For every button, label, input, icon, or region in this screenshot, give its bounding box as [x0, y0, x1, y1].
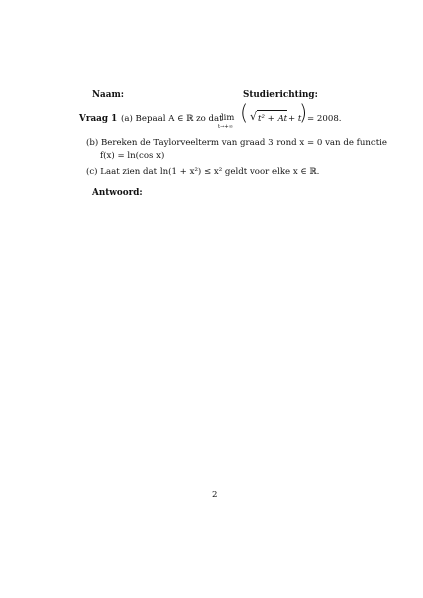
question-label: Vraag 1 — [79, 114, 118, 124]
open-paren: ( — [240, 101, 249, 125]
lim-text: lim — [221, 112, 235, 122]
part-b-line1: (b) Bereken de Taylorveelterm van graad 3 rond x = 0 van de functie — [86, 138, 387, 148]
sqrt-symbol: √ — [250, 110, 258, 123]
radicand: t² + At — [258, 114, 288, 124]
lim-subscript: t→+∞ — [218, 124, 234, 130]
equals-value: = 2008. — [307, 114, 342, 124]
part-b-line2: f(x) = ln(cos x) — [100, 151, 165, 161]
name-label: Naam: — [92, 90, 124, 100]
page-number: 2 — [212, 490, 218, 500]
close-paren: ) — [299, 101, 308, 125]
plus-t: + t — [288, 114, 302, 124]
sqrt-bar — [257, 110, 287, 111]
part-a-prefix: (a) Bepaal A ∈ ℝ zo dat — [121, 114, 223, 124]
study-direction-label: Studierichting: — [243, 90, 318, 100]
part-c: (c) Laat zien dat ln(1 + x²) ≤ x² geldt voor elke x ∈ ℝ. — [86, 167, 320, 177]
answer-label: Antwoord: — [92, 188, 143, 198]
